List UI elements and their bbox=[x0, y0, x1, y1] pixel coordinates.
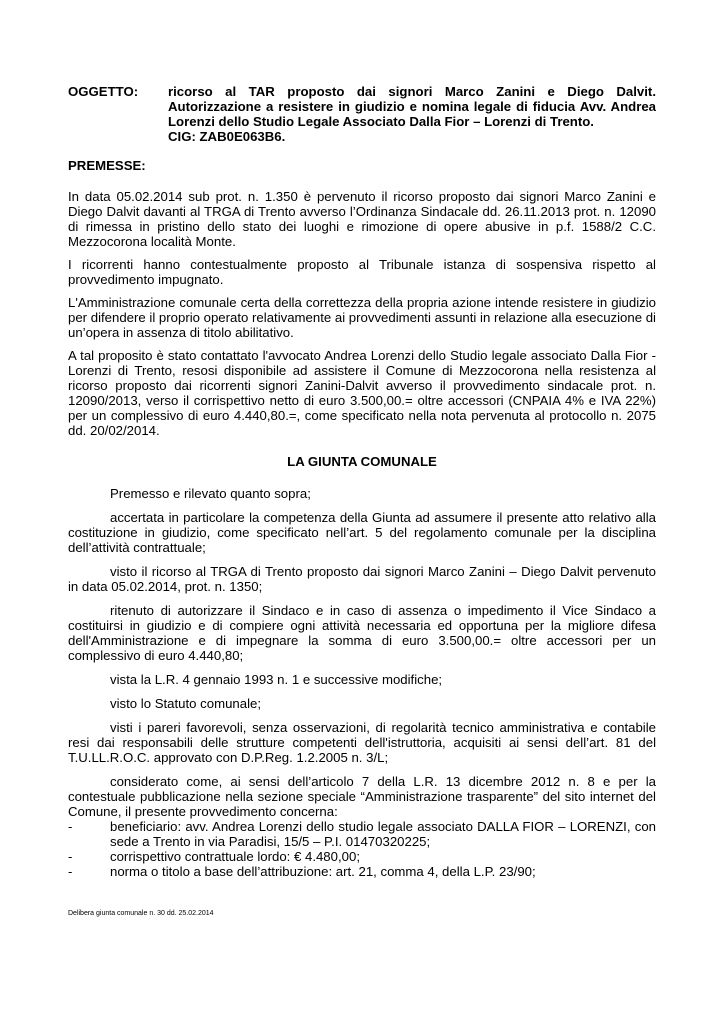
provision-list bbox=[68, 819, 656, 879]
subject-label: OGGETTO: bbox=[68, 84, 139, 99]
premesse-paragraph: L'Amministrazione comunale certa della correttezza della propria azione intende resistere in giudizio per difendere il proprio operato relativamente ai provvedimenti assunti in relazione alla esecuzione di un’opera in assenza di titolo abilitativo. bbox=[68, 295, 656, 340]
list-item bbox=[68, 864, 656, 879]
premesse-paragraph: A tal proposito è stato contattato l'avvocato Andrea Lorenzi dello Studio legale associato Dalla Fior - Lorenzi di Trento, resosi disponibile ad assistere il Comune di Mezzocorona nella resistenza al ricorso proposto dai ricorrenti signori Zanini-Dalvit avverso il provvedimento sindacale prot. n. 12090/2013, verso il corrispettivo netto di euro 3.500,00.= oltre accessori (CNPAIA 4% e IVA 22%) per un complessivo di euro 4.440,80.=, come specificato nella nota pervenuta al protocollo n. 2075 dd. 20/02/2014. bbox=[68, 348, 656, 438]
giunta-paragraph: ritenuto di autorizzare il Sindaco e in caso di assenza o impedimento il Vice Sindaco a costituirsi in giudizio e di compiere ogni attività necessaria ed opportuna per la migliore difesa dell'Amministrazione e di impegnare la somma di euro 3.500,00.= oltre accessori per un complessivo di euro 4.440,80; bbox=[68, 603, 656, 663]
list-bullet: - bbox=[68, 849, 73, 864]
list-item bbox=[68, 849, 656, 864]
premesse-paragraph: In data 05.02.2014 sub prot. n. 1.350 è pervenuto il ricorso proposto dai signori Marco Zanini e Diego Dalvit davanti al TRGA di Trento avverso l’Ordinanza Sindacale dd. 26.11.2013 prot. n. 12090 di rimessa in pristino dello stato dei luoghi e rimozione di opere abusive in p.f. 1588/2 C.C. Mezzocorona località Monte. bbox=[68, 189, 656, 249]
document-page bbox=[68, 84, 656, 879]
giunta-body bbox=[68, 486, 656, 819]
page-footer: Delibera giunta comunale n. 30 dd. 25.02.2014 bbox=[68, 910, 214, 917]
giunta-paragraph: visto lo Statuto comunale; bbox=[110, 696, 262, 711]
giunta-paragraph: vista la L.R. 4 gennaio 1993 n. 1 e successive modifiche; bbox=[110, 672, 443, 687]
giunta-heading: LA GIUNTA COMUNALE bbox=[287, 454, 437, 469]
list-item-text: beneficiario: avv. Andrea Lorenzi dello studio legale associato DALLA FIOR – LORENZI, con sede a Trento in via Paradisi, 15/5 – P.I. 01470320225; bbox=[110, 819, 656, 849]
premesse-heading: PREMESSE: bbox=[68, 158, 146, 173]
subject-line: Autorizzazione a resistere in giudizio e nomina legale di fiducia Avv. Andrea bbox=[168, 99, 656, 114]
list-bullet: - bbox=[68, 864, 73, 879]
subject-text bbox=[168, 84, 656, 144]
subject-line: ricorso al TAR proposto dai signori Marco Zanini e Diego Dalvit. bbox=[168, 84, 656, 99]
giunta-paragraph: accertata in particolare la competenza della Giunta ad assumere il presente atto relativo alla costituzione in giudizio, come specificato nell’art. 5 del regolamento comunale per la disciplina dell’attività contrattuale; bbox=[68, 510, 656, 555]
giunta-paragraph: visto il ricorso al TRGA di Trento proposto dai signori Marco Zanini – Diego Dalvit pervenuto in data 05.02.2014, prot. n. 1350; bbox=[68, 564, 656, 594]
subject-line: Lorenzi dello Studio Legale Associato Dalla Fior – Lorenzi di Trento. bbox=[168, 114, 594, 129]
subject-line: CIG: ZAB0E063B6. bbox=[168, 129, 286, 144]
list-item bbox=[68, 819, 656, 849]
list-bullet: - bbox=[68, 819, 73, 834]
giunta-paragraph: Premesso e rilevato quanto sopra; bbox=[110, 486, 311, 501]
list-item-text: corrispettivo contrattuale lordo: € 4.480,00; bbox=[110, 849, 360, 864]
premesse-body bbox=[68, 189, 656, 438]
giunta-paragraph: considerato come, ai sensi dell’articolo 7 della L.R. 13 dicembre 2012 n. 8 e per la contestuale pubblicazione nella sezione speciale “Amministrazione trasparente” del sito internet del Comune, il presente provvedimento concerna: bbox=[68, 774, 656, 819]
subject-block bbox=[68, 84, 656, 144]
premesse-paragraph: I ricorrenti hanno contestualmente proposto al Tribunale istanza di sospensiva rispetto al provvedimento impugnato. bbox=[68, 257, 656, 287]
giunta-paragraph: visti i pareri favorevoli, senza osservazioni, di regolarità tecnico amministrativa e contabile resi dai responsabili delle strutture competenti dell'istruttoria, acquisiti ai sensi dell’art. 81 del T.U.LL.R.O.C. approvato con D.P.Reg. 1.2.2005 n. 3/L; bbox=[68, 720, 656, 765]
list-item-text: norma o titolo a base dell’attribuzione: art. 21, comma 4, della L.P. 23/90; bbox=[110, 864, 536, 879]
